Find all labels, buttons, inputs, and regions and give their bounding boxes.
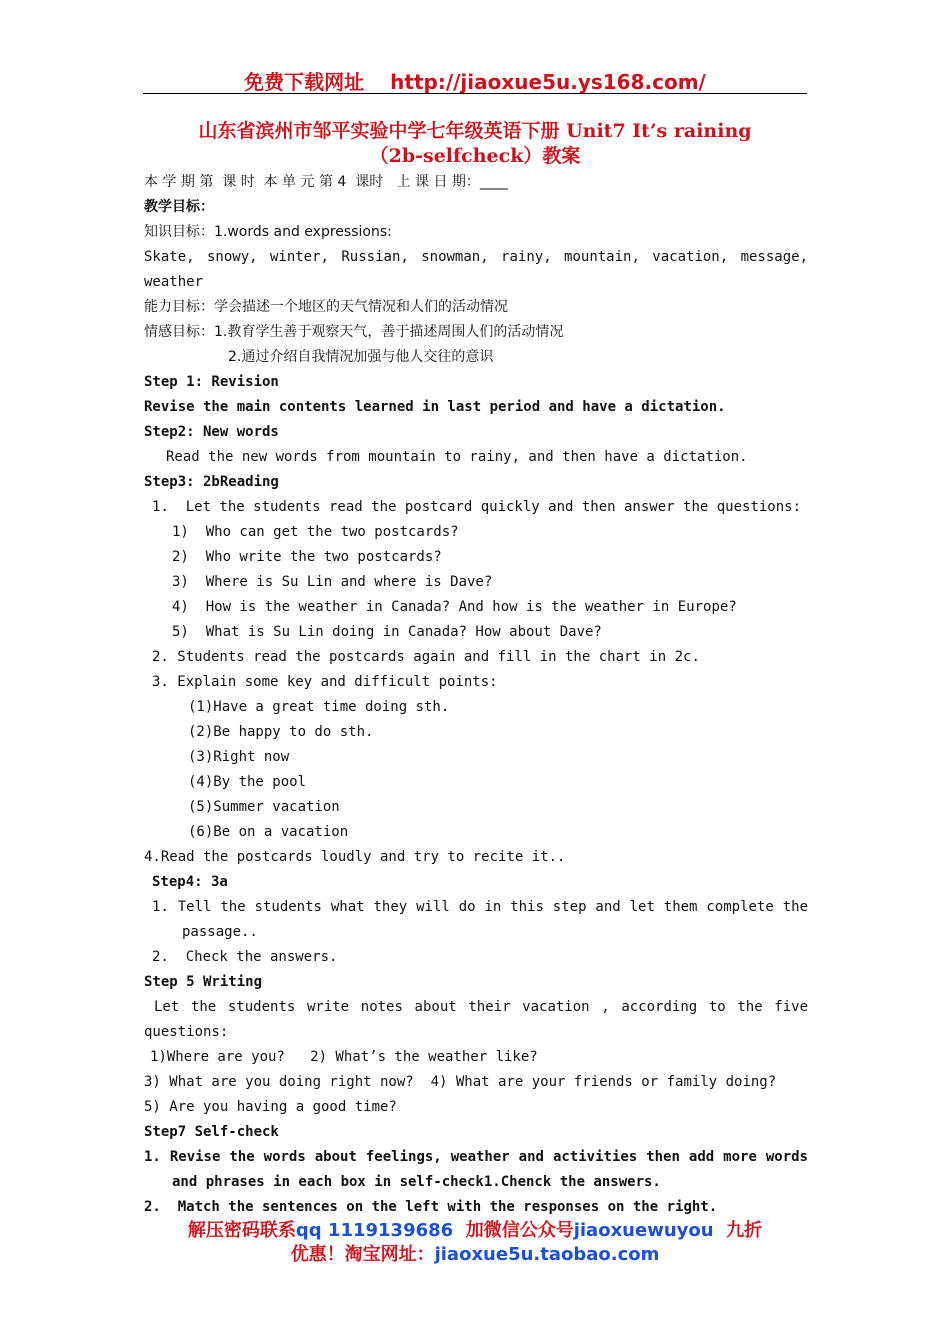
step7-item-1: 1. Revise the words about feelings, weather and activities then add more words [144,1149,808,1165]
step3-item-4: 4.Read the postcards loudly and try to recite it.. [144,849,566,865]
document-body [144,170,808,1220]
question-item: 4) How is the weather in Canada? And how is the weather in Europe? [172,599,737,615]
emotion-objective-1: 情感目标：1.教育学生善于观察天气，善于描述周围人们的活动情况 [144,324,564,340]
footer-text: 九折 [726,1220,763,1241]
step3-item-1: 1. Let the students read the postcard quickly and then answer the questions: [152,499,802,515]
footer-text: 加微信公众号 [465,1220,574,1241]
key-point-item: (3)Right now [188,749,290,765]
writing-question-line: 5) Are you having a good time? [144,1099,397,1115]
header-url-link[interactable]: http://jiaoxue5u.ys168.com/ [390,70,706,94]
question-item: 3) Where is Su Lin and where is Dave? [172,574,493,590]
emotion-objective-2: 2.通过介绍自我情况加强与他人交往的意识 [228,349,494,365]
footer-line-1 [143,1219,807,1243]
vocabulary-line-2: weather [144,274,204,290]
ability-objective: 能力目标：学会描述一个地区的天气情况和人们的活动情况 [144,299,508,315]
title-line-2: （2b-selfcheck）教案 [369,145,581,167]
step7-item-1-cont: and phrases in each box in self-check1.Chenck the answers. [172,1174,661,1190]
step3-heading: Step3: 2bReading [144,474,279,490]
footer-line-2 [143,1243,807,1267]
key-point-item: (4)By the pool [188,774,307,790]
step5-text-1: Let the students write notes about their vacation , according to the five [154,999,808,1015]
title-line-1: 山东省滨州市邹平实验中学七年级英语下册 Unit7 It’s raining [198,120,752,142]
footer-text: 解压密码联系 [187,1220,296,1241]
question-item: 1) Who can get the two postcards? [172,524,459,540]
knowledge-objective: 知识目标：1.words and expressions: [144,224,392,240]
step5-text-2: questions: [144,1024,229,1040]
key-point-item: (2)Be happy to do sth. [188,724,374,740]
question-item: 5) What is Su Lin doing in Canada? How about Dave? [172,624,602,640]
header-divider [143,93,807,94]
step4-item-2: 2. Check the answers. [152,949,338,965]
question-item: 2) Who write the two postcards? [172,549,442,565]
footer-qq-number: qq 1119139686 [295,1220,454,1241]
step5-heading: Step 5 Writing [144,974,263,990]
footer-taobao-link[interactable]: jiaoxue5u.taobao.com [434,1244,660,1265]
vocabulary-line-1: Skate, snowy, winter, Russian, snowman, rainy, mountain, vacation, message, [144,249,808,265]
writing-question-line: 1)Where are you? 2) What’s the weather like? [150,1049,538,1065]
footer-text: 优惠！淘宝网址： [290,1244,435,1265]
lesson-info: 本 学 期 第 课 时 本 单 元 第 4 课时 上 课 日 期：____ [144,174,508,190]
promo-footer [143,1219,807,1267]
step3-item-3: 3. Explain some key and difficult points: [152,674,498,690]
step1-text: Revise the main contents learned in last period and have a dictation. [144,399,726,415]
step2-heading: Step2: New words [144,424,279,440]
step4-heading: Step4: 3a [152,874,228,890]
key-point-item: (1)Have a great time doing sth. [188,699,450,715]
step3-item-2: 2. Students read the postcards again and fill in the chart in 2c. [152,649,700,665]
step1-heading: Step 1: Revision [144,374,279,390]
writing-question-line: 3) What are you doing right now? 4) What are your friends or family doing? [144,1074,777,1090]
document-title [143,119,807,169]
download-header [143,66,807,95]
step2-text: Read the new words from mountain to rainy, and then have a dictation. [166,449,748,465]
header-label: 免费下载网址 [244,70,365,94]
footer-wechat-id: jiaoxuewuyou [573,1220,714,1241]
step7-heading: Step7 Self-check [144,1124,279,1140]
step4-item-1: 1. Tell the students what they will do in this step and let them complete the [152,899,808,915]
step7-item-2: 2. Match the sentences on the left with the responses on the right. [144,1199,718,1215]
objectives-heading: 教学目标： [144,199,214,215]
step4-item-1-cont: passage.. [182,924,258,940]
key-point-item: (5)Summer vacation [188,799,340,815]
key-point-item: (6)Be on a vacation [188,824,349,840]
